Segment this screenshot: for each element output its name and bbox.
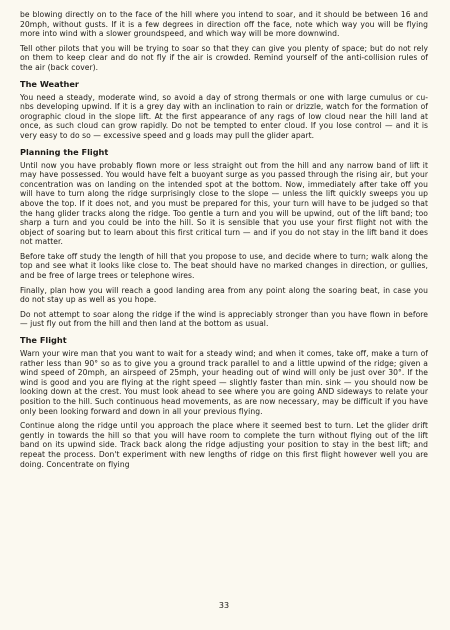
planning-paragraph-3: Finally, plan how you will reach a good landing area from any point along the soaring beat, in case you do not stay up as well as you hope. — [20, 285, 428, 305]
weather-heading: The Weather — [20, 78, 79, 89]
planning-paragraph-2: Before take off study the length of hill that you propose to use, and decide where to turn; walk along the top and see what it looks like close to. The beat should have no marked changes in direction, or gullies, and be free of large trees or telephone wires. — [20, 251, 428, 281]
flight-heading: The Flight — [20, 335, 67, 346]
page-number: 33 — [218, 601, 230, 610]
planning-paragraph-4: Do not attempt to soar along the ridge if the wind is appreciably stronger than you have flown in before — just fly out from the hill and then land at the bottom as usual. — [20, 309, 428, 329]
planning-paragraph-1: Until now you have probably flown more or less straight out from the hill and any narrow band of lift it may have possessed. You would have felt a buoyant surge as you passed through the rising air, but your concentration was on landing on the intended spot at the bottom. Now, immediately after take off you will have to turn along the ridge surprisingly close to the slope — unless the lift quickly sweeps you up above the top. If it does not, and you must be prepared for this, your turn will have to be judged so that the hang glider tracks along the ridge. Too gentle a turn and you will be upwind, out of the lift band; too sharp a turn and you could be into the hill. So it is sensible that you use your first flight not with the object of soaring but to learn about this first critical turn — and if you do not stay in the lift band it does not matter. — [20, 160, 428, 247]
planning-heading: Planning the Flight — [20, 146, 109, 157]
flight-paragraph-1: Warn your wire man that you want to wait for a steady wind; and when it comes, take off, make a turn of rather less than 90° so as to give you a ground track parallel to and a little upwind of the ridge; given a wind speed of 20mph, an airspeed of 25mph, your heading out of wind will only be just over 30°. If the wind is good and you are flying at the right speed — slightly faster than min. sink — you should now be looking down at the crest. You must look ahead to see where you are going AND sideways to relate your position to the hill. Such continuous head movements, as are now necessary, may be difficult if you have only been looking forward and down in all your previous flying. — [20, 349, 428, 416]
flight-paragraph-2: Continue along the ridge until you approach the place where it seemed best to turn. Let the glider drift gently in towards the hill so that you will have room to complete the turn without flying out of the lift band on its upwind side. Track back along the ridge adjusting your position to stay in the best lift; and repeat the process. Don't experiment with new lengths of ridge on this first flight however well you are doing. Concentrate on flying — [20, 421, 428, 469]
intro-paragraph-1: be blowing directly on to the face of the hill where you intend to soar, and it should be between 16 and 20mph, without gusts. If it is a few degrees in direction off the face, note which way you will be flying more into wind with a slower groundspeed, and which way will be more downwind. — [20, 10, 428, 39]
document-page — [20, 10, 428, 620]
weather-paragraph-1: You need a steady, moderate wind, so avoid a day of strong thermals or one with large cumulus or cu-nbs developing upwind. If it is a grey day with an inclination to rain or drizzle, watch for the formation of orographic cloud in the slope lift. At the first appearance of any rags of low cloud near the hill land at once, as such cloud can grow rapidly. Do not be tempted to enter cloud. If you lose control — and it is very easy to do so — excessive speed and g loads may pull the glider apart. — [20, 92, 428, 140]
intro-paragraph-2: Tell other pilots that you will be trying to soar so that they can give you plenty of space; but do not rely on them to keep clear and do not fly if the air is crowded. Remind yourself of the anti-collision rules of the air (back cover). — [20, 43, 428, 72]
